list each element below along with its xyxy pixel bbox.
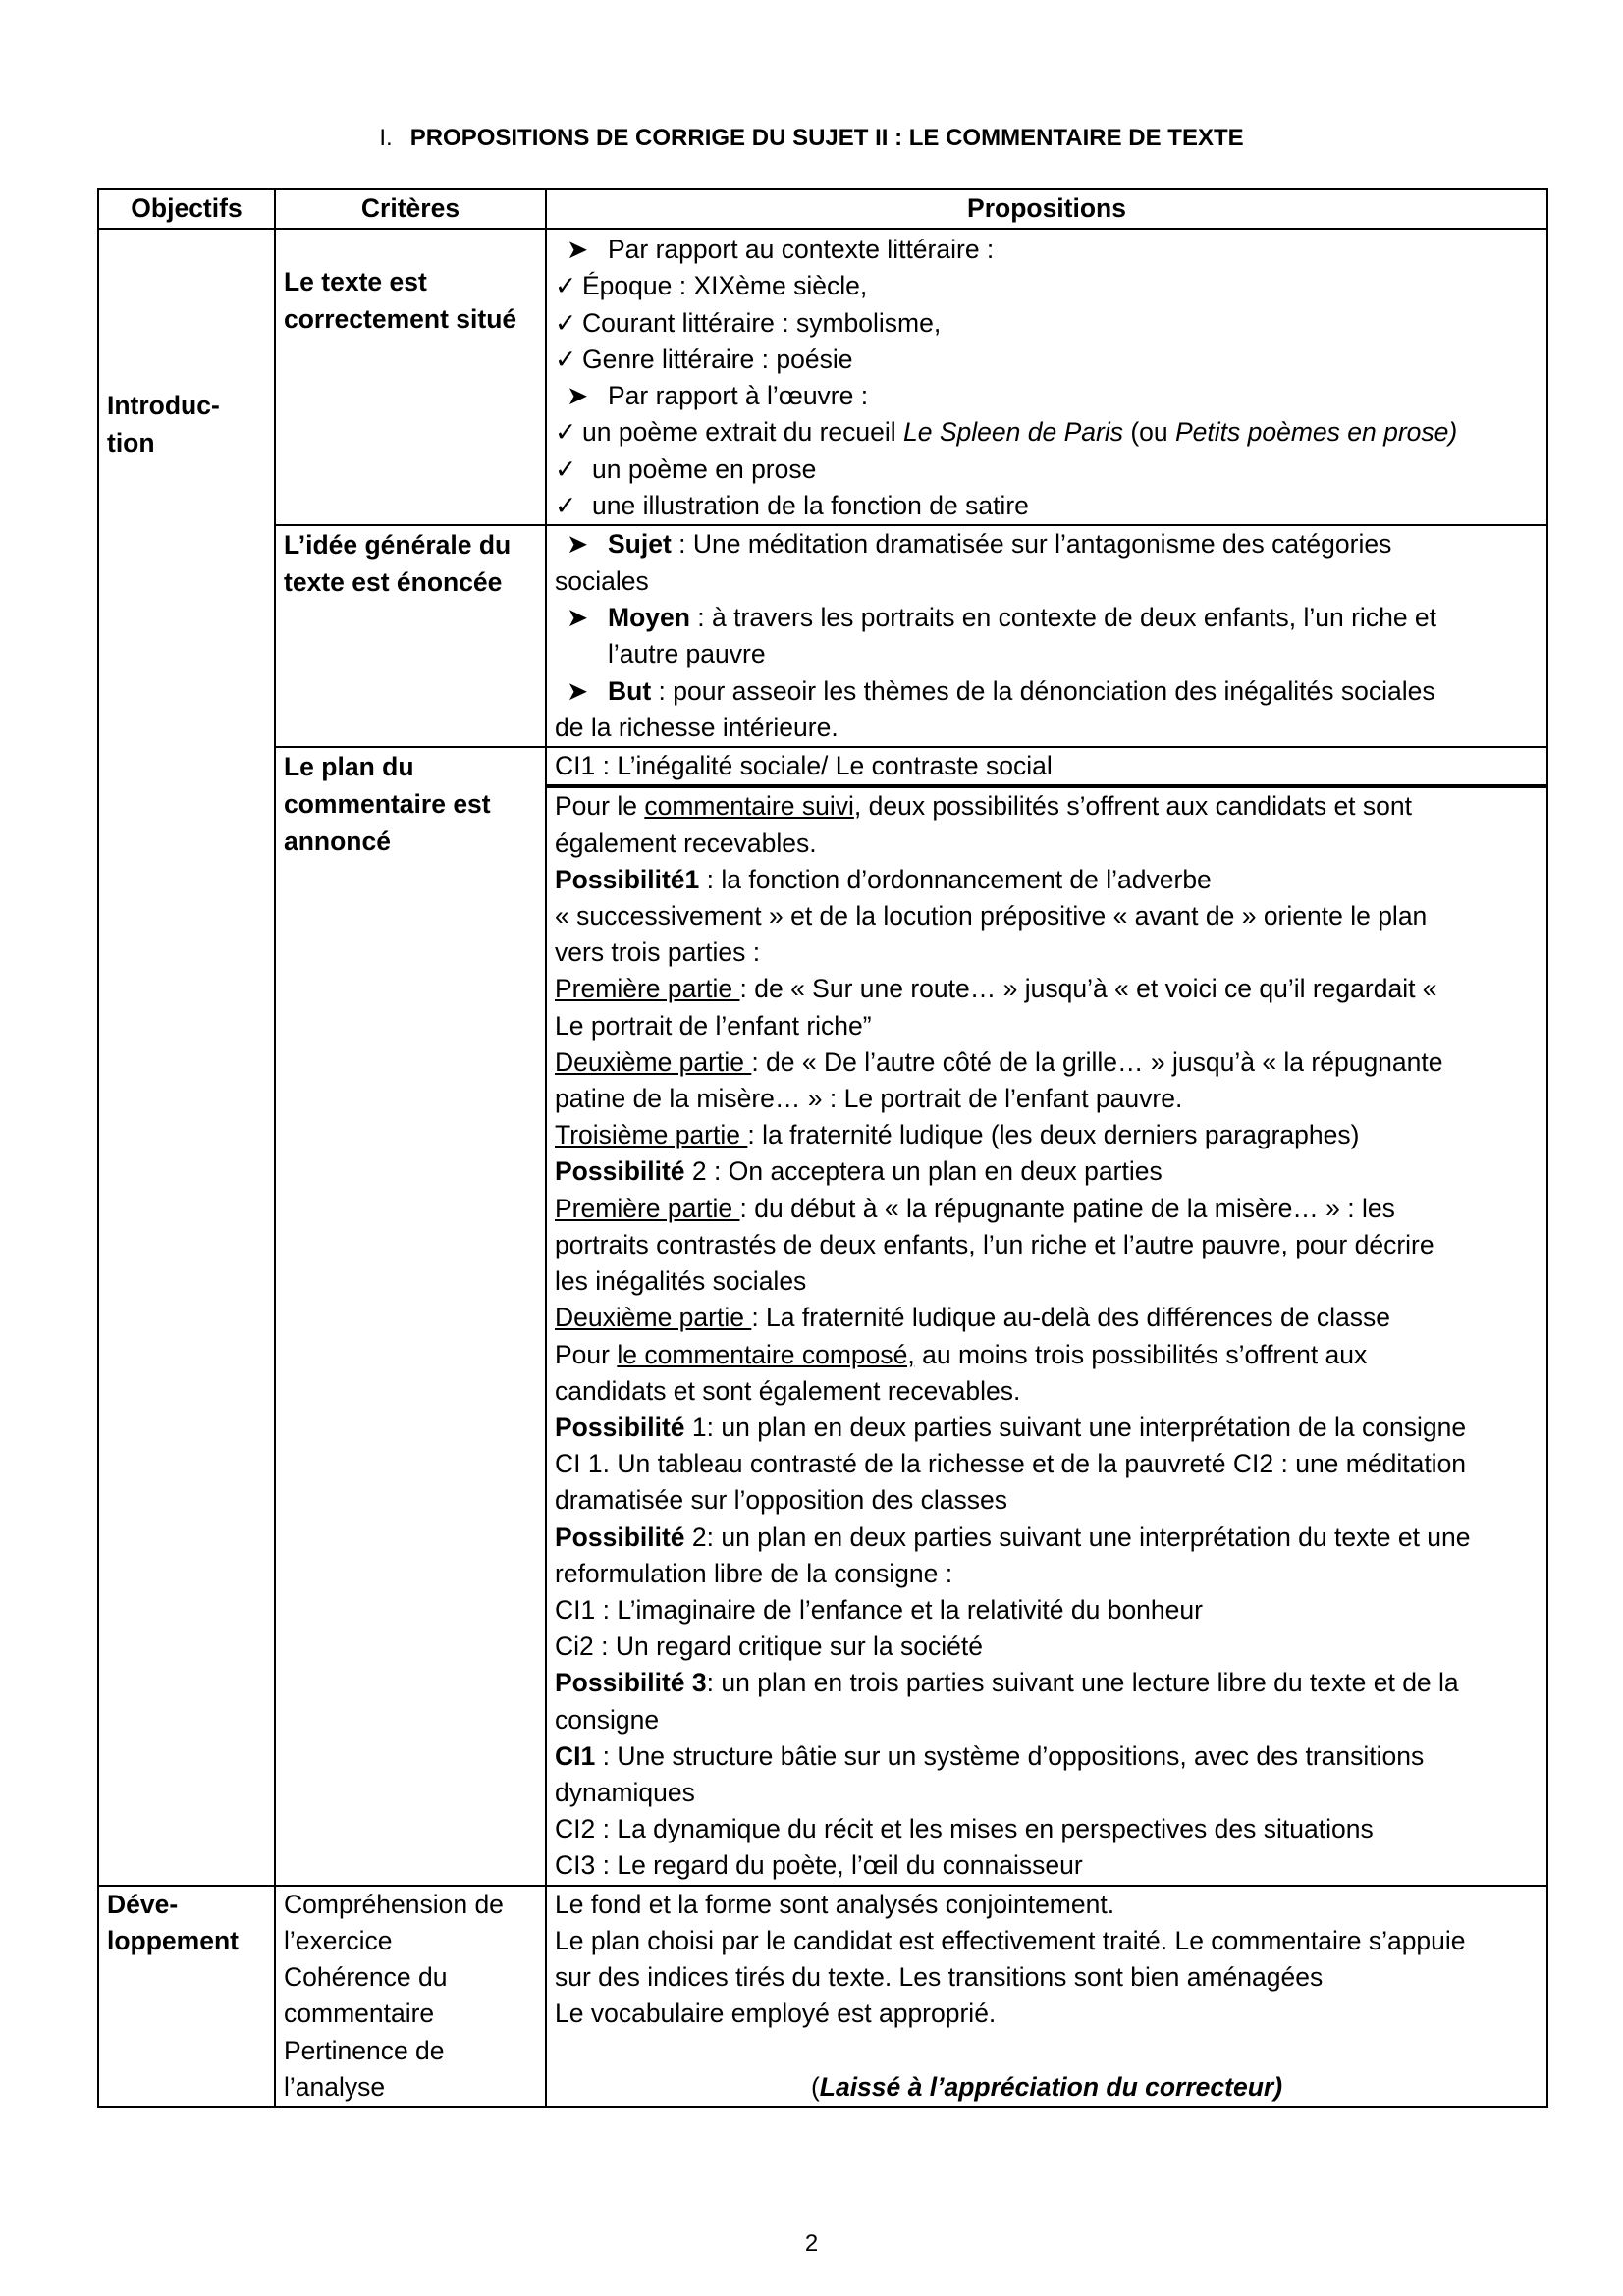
criterion-plan [275,747,546,1885]
but-label: But [608,675,652,706]
but-text-2: de la richesse intérieure. [555,712,839,742]
arrowhead-icon: ➤ [567,381,589,411]
text: dynamiques [555,1777,695,1807]
extrait-a: un poème extrait du recueil [582,417,904,448]
objective-label: Déve- [107,1889,179,1919]
text: : un plan en trois parties suivant une lecture libre du texte et de la [706,1668,1459,1698]
genre: Genre littéraire : poésie [582,344,853,374]
extrait-title-2: Petits poèmes en prose) [1175,417,1458,448]
text: : la fonction d’ordonnancement de l’adverbe [699,864,1212,894]
text: : La fraternité ludique au-delà des différences de classe [751,1303,1390,1333]
criterion-text: Cohérence du [284,1962,448,1993]
criterion-text: l’analyse [284,2072,386,2103]
criterion-text: Pertinence de [284,2035,445,2065]
moyen-text: : à travers les portraits en contexte de deux enfants, l’un riche et [689,602,1437,632]
moyen-label: Moyen [608,602,690,632]
check-icon: ✓ [555,307,577,338]
text: Le vocabulaire employé est approprié. [555,1999,997,2029]
text: : de « De l’autre côté de la grille… » jusqu’à « la répugnante [751,1046,1443,1077]
objective-label-cont: tion [107,428,155,457]
criterion-situe [275,229,546,525]
criterion-developpement [275,1886,546,2108]
text: également recevables. [555,828,817,858]
oeuvre-heading: Par rapport à l’œuvre : [608,381,869,411]
text: dramatisée sur l’opposition des classes [555,1485,1008,1516]
objective-label: Introduc- [107,391,220,420]
text-bold: Possibilité [555,1156,685,1187]
text: CI2 : La dynamique du récit et les mises en perspectives des situations [555,1814,1374,1844]
arrowhead-icon: ➤ [567,602,589,632]
text-underlined: commentaire suivi [644,791,854,822]
text-bold: CI1 [555,1740,596,1771]
text: Ci2 : Un regard critique sur la société [555,1631,983,1662]
text: 1: un plan en deux parties suivant une interprétation de la consigne [684,1412,1467,1442]
text: ( [810,2071,820,2102]
correction-table [97,188,1548,2108]
table-row [98,1886,1547,2108]
propositions-idee [546,525,1547,747]
text: Le plan choisi par le candidat est effectivement traité. Le commentaire s’appuie [555,1925,1466,1955]
text: : Une structure bâtie sur un système d’oppositions, avec des transitions [595,1740,1425,1771]
table-row [98,525,1547,747]
moyen-text-2: l’autre pauvre [608,639,766,669]
sujet-text-2: sociales [555,565,649,596]
text: : du début à « la répugnante patine de la misère… » : les [739,1193,1395,1223]
text: CI3 : Le regard du poète, l’œil du connaisseur [555,1850,1083,1881]
spacer [555,2033,1539,2069]
table-header-row [98,189,1547,229]
text-bold: Possibilité [555,1412,685,1442]
text: vers trois parties : [555,937,761,968]
text: Pour le [555,791,645,822]
section-title: PROPOSITIONS DE CORRIGE DU SUJET II : LE COMMENTAIRE DE TEXTE [409,125,1244,151]
sujet-label: Sujet [608,529,672,560]
propositions-developpement [546,1886,1547,2108]
text: Le portrait de l’enfant riche” [555,1010,872,1041]
prose: un poème en prose [592,454,817,484]
text-underlined: le commentaire composé, [617,1339,915,1369]
propositions-ci1 [546,747,1547,786]
text: au moins trois possibilités s’offrent aux [914,1339,1368,1369]
but-text: : pour asseoir les thèmes de la dénonciation des inégalités sociales [651,675,1435,706]
text-underlined: Troisième partie [555,1120,748,1150]
text: : de « Sur une route… » jusqu’à « et voici ce qu’il regardait « [739,974,1437,1004]
text: Pour [555,1339,618,1369]
satire: une illustration de la fonction de satire [592,491,1029,521]
text: « successivement » et de la locution prépositive « avant de » oriente le plan [555,901,1428,932]
text: candidats et sont également recevables. [555,1375,1021,1406]
check-icon: ✓ [555,454,577,484]
check-icon: ✓ [555,271,577,301]
header-objectifs: Objectifs [98,189,275,229]
table-row [98,747,1547,786]
text: les inégalités sociales [555,1266,807,1297]
header-criteres: Critères [275,189,546,229]
text: reformulation libre de la consigne : [555,1558,953,1588]
text: : la fraternité ludique (les deux derniers paragraphes) [747,1120,1360,1150]
criterion-text: Le plan du commentaire est annoncé [284,752,491,857]
text: consigne [555,1704,660,1735]
text: 2 : On acceptera un plan en deux parties [684,1156,1163,1187]
criterion-text: Compréhension de [284,1889,504,1919]
text: patine de la misère… » : Le portrait de l’enfant pauvre. [555,1084,1183,1114]
document-title [0,124,1623,153]
propositions-plan [546,786,1547,1885]
propositions-situe [546,229,1547,525]
page-number: 2 [804,2230,819,2257]
text: 2: un plan en deux parties suivant une interprétation du texte et une [684,1522,1471,1552]
objective-label-cont: loppement [107,1925,239,1955]
arrowhead-icon: ➤ [567,675,589,706]
text-underlined: Première partie [555,974,740,1004]
check-icon: ✓ [555,344,577,374]
criterion-text: commentaire [284,1999,435,2029]
extrait-b: (ou [1122,417,1175,448]
text-underlined: Deuxième partie [555,1303,752,1333]
check-icon: ✓ [555,417,577,448]
epoque: Époque : XIXème siècle, [582,271,868,301]
check-icon: ✓ [555,491,577,521]
text: Le fond et la forme sont analysés conjointement. [555,1889,1115,1919]
text: CI 1. Un tableau contrasté de la richesse et de la pauvreté CI2 : une méditation [555,1449,1467,1479]
text: , deux possibilités s’offrent aux candidats et sont [853,791,1412,822]
criterion-idee [275,525,546,747]
objective-introduction [98,229,275,1886]
ci1-text: CI1 : L’inégalité sociale/ Le contraste social [555,751,1053,781]
section-number: I. [379,125,393,151]
objective-developpement [98,1886,275,2108]
table-row [98,229,1547,525]
arrowhead-icon: ➤ [567,529,589,560]
extrait-title-1: Le Spleen de Paris [903,417,1123,448]
correcteur-note: Laissé à l’appréciation du correcteur) [819,2071,1283,2102]
text-bold: Possibilité [555,1522,685,1552]
criterion-text: L’idée générale du texte est énoncée [284,530,512,598]
text-bold: Possibilité1 [555,864,700,894]
courant: Courant littéraire : symbolisme, [582,307,942,338]
sujet-text: : Une méditation dramatisée sur l’antagonisme des catégories [671,529,1392,560]
arrowhead-icon: ➤ [567,235,589,264]
context-heading: Par rapport au contexte littéraire : [608,235,995,264]
text-underlined: Deuxième partie [555,1046,752,1077]
criterion-text: Le texte est correctement situé [284,267,517,334]
text: sur des indices tirés du texte. Les transitions sont bien aménagées [555,1962,1324,1993]
text-underlined: Première partie [555,1193,740,1223]
text: CI1 : L’imaginaire de l’enfance et la relativité du bonheur [555,1594,1203,1625]
header-propositions: Propositions [546,189,1547,229]
text: portraits contrastés de deux enfants, l’un riche et l’autre pauvre, pour décrire [555,1229,1434,1259]
text-bold: Possibilité 3 [555,1668,707,1698]
criterion-text: l’exercice [284,1925,393,1955]
